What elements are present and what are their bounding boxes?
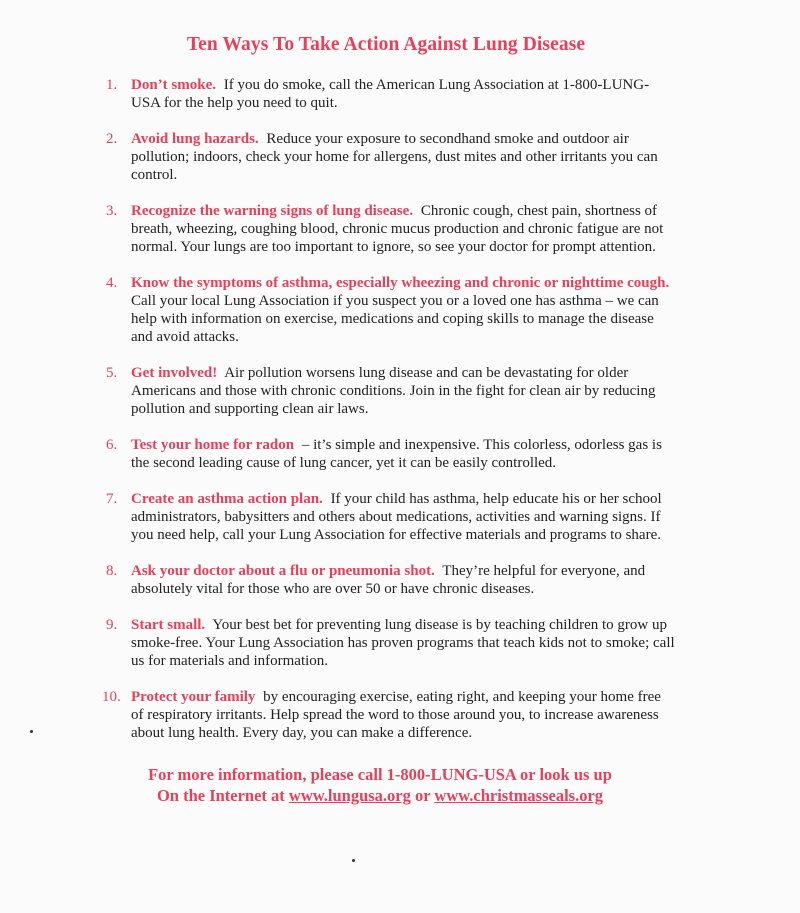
list-item <box>106 562 676 598</box>
lungusa-link[interactable]: www.lungusa.org <box>288 786 411 805</box>
item-text: by encouraging exercise, eating right, and keeping your home free of respiratory irritants. Help spread the word to those around you, to increase awareness about lung health. Every day, you can make a difference. <box>131 689 661 741</box>
list-item <box>106 76 676 112</box>
list-item <box>106 490 676 544</box>
item-heading: Avoid lung hazards. <box>131 131 259 147</box>
item-number: 8. <box>106 563 118 579</box>
christmasseals-link[interactable]: www.christmasseals.org <box>434 786 604 805</box>
item-text: If you do smoke, call the American Lung Association at 1-800-LUNG-USA for the help you need to quit. <box>131 77 650 111</box>
item-heading: Protect your family <box>131 689 256 705</box>
footer-line-1: For more information, please call 1-800-LUNG-USA or look us up <box>148 765 612 784</box>
item-number: 4. <box>106 275 118 291</box>
item-text: They’re helpful for everyone, and absolutely vital for those who are over 50 or have chronic diseases. <box>131 563 646 597</box>
item-number: 9. <box>106 617 118 633</box>
scan-speck <box>30 730 33 733</box>
item-number: 3. <box>106 203 118 219</box>
item-text: Chronic cough, chest pain, shortness of breath, wheezing, coughing blood, chronic mucus production and chronic fatigue are not normal. Your lungs are too important to ignore, so see your doctor for prompt attention. <box>131 203 664 255</box>
item-heading: Test your home for radon <box>131 437 295 453</box>
item-number: 1. <box>106 77 118 93</box>
item-heading: Recognize the warning signs of lung disease. <box>131 203 414 219</box>
footer-prefix: On the Internet at <box>156 786 285 805</box>
item-number: 10. <box>102 689 121 705</box>
item-heading: Get involved! <box>131 365 218 381</box>
item-heading: Know the symptoms of asthma, especially wheezing and chronic or nighttime cough. <box>131 275 670 291</box>
page-title: Ten Ways To Take Action Against Lung Disease <box>186 34 586 55</box>
item-text: Air pollution worsens lung disease and can be devastating for older Americans and those with chronic conditions. Join in the fight for clean air by reducing pollution and supporting clean air laws. <box>131 365 656 417</box>
list-item <box>102 688 676 742</box>
item-text: Reduce your exposure to secondhand smoke and outdoor air pollution; indoors, check your home for allergens, dust mites and other irritants you can control. <box>131 131 658 183</box>
item-heading: Ask your doctor about a flu or pneumonia shot. <box>131 563 435 579</box>
item-heading: Start small. <box>131 617 206 633</box>
footer-line-2 <box>0 785 760 806</box>
list-item <box>106 364 676 418</box>
item-number: 2. <box>106 131 118 147</box>
contact-footer <box>0 764 760 806</box>
footer-or: or <box>415 786 431 805</box>
scan-speck <box>352 859 355 862</box>
item-number: 6. <box>106 437 118 453</box>
item-number: 5. <box>106 365 118 381</box>
list-item <box>106 202 676 256</box>
item-text: – it’s simple and inexpensive. This colorless, odorless gas is the second leading cause of lung cancer, yet it can be easily controlled. <box>131 437 662 471</box>
list-item <box>106 616 676 670</box>
item-text: Your best bet for preventing lung disease is by teaching children to grow up smoke-free. Your Lung Association has proven programs that teach kids not to smoke; call us for materials and information. <box>131 617 675 669</box>
list-item <box>106 274 676 346</box>
item-number: 7. <box>106 491 118 507</box>
action-list <box>102 76 676 760</box>
item-text: If your child has asthma, help educate his or her school administrators, babysitters and others about medications, activities and warning signs. If you need help, call your Lung Association for effective materials and programs to share. <box>131 491 662 543</box>
list-item <box>106 130 676 184</box>
item-heading: Don’t smoke. <box>131 77 216 93</box>
item-text: Call your local Lung Association if you suspect you or a loved one has asthma – we can help with information on exercise, medications and coping skills to manage the disease and avoid attacks. <box>131 293 659 345</box>
list-item <box>106 436 676 472</box>
item-heading: Create an asthma action plan. <box>131 491 323 507</box>
